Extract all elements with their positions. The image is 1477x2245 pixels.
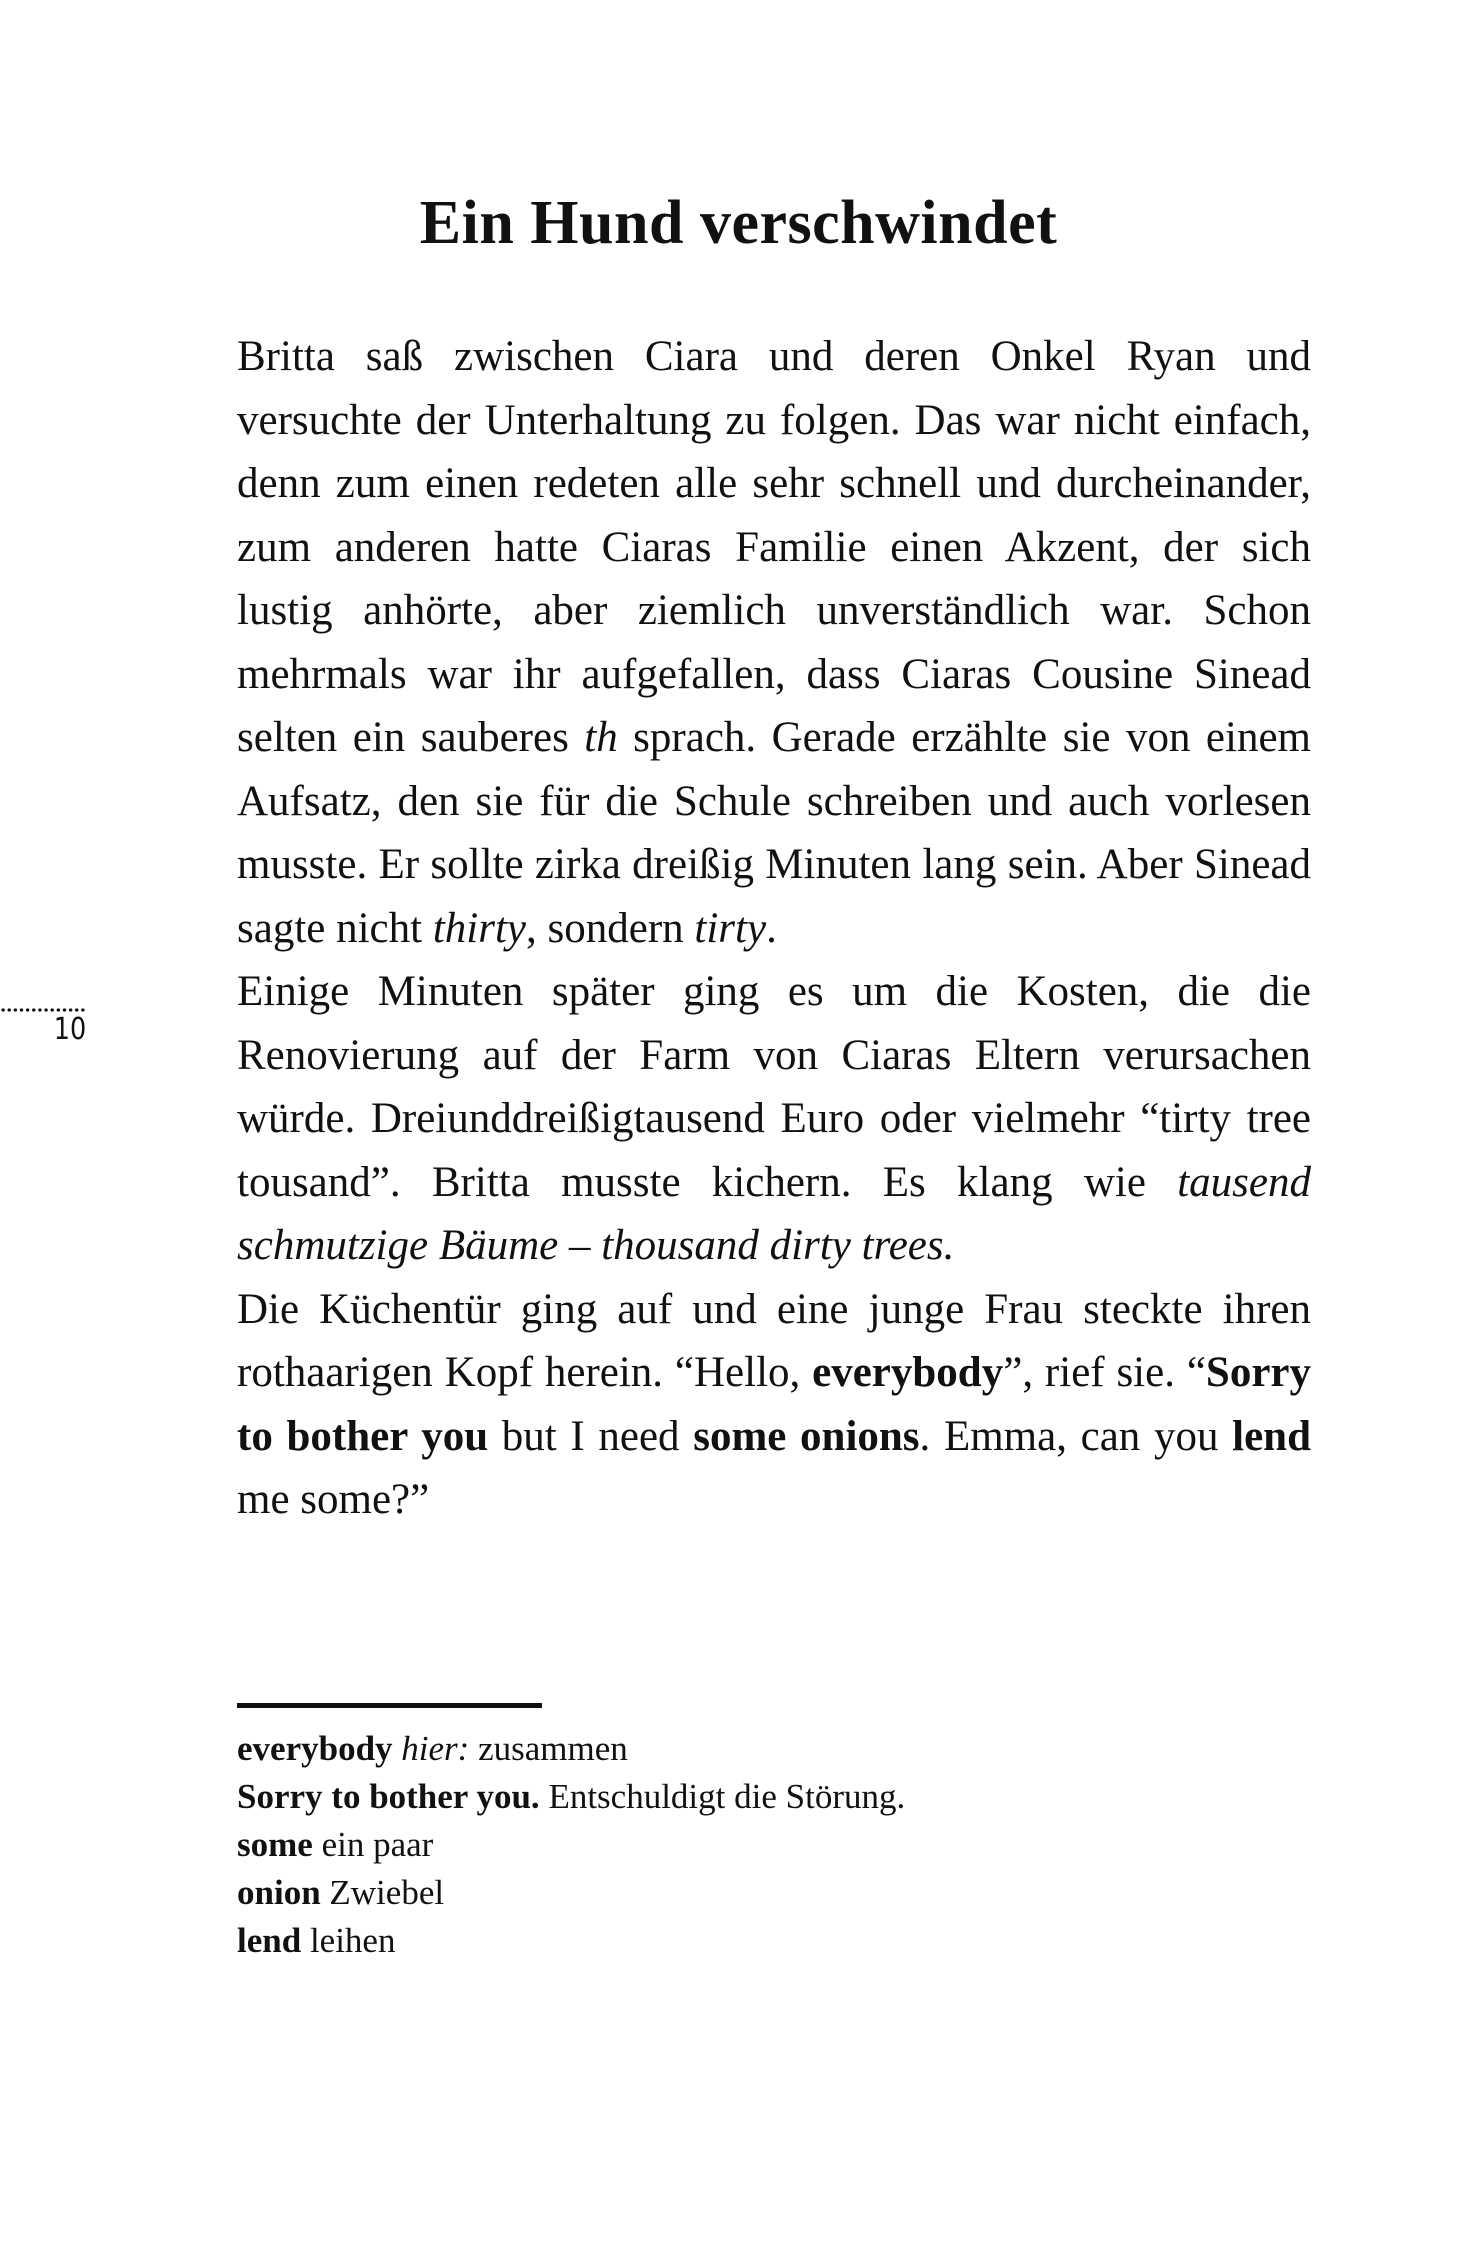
glossary-term: everybody [237,1729,393,1768]
glossary-term: some [237,1825,313,1864]
text-run: . [766,904,777,952]
vocab-highlight: everybody [812,1349,1004,1396]
italic-phrase: tausend schmutzige Bäume – thousand dirty trees. [237,1158,1311,1269]
glossary-definition: Entschuldigt die Störung. [548,1777,906,1816]
footnote-divider [237,1703,542,1708]
text-run: , sondern [526,904,695,952]
italic-word: thirty [432,904,527,952]
glossary-entry [237,1869,1237,1917]
glossary-term: lend [237,1921,302,1960]
italic-word: th [584,714,618,761]
text-run: Einige Minuten später ging es um die Kosten, die die Renovierung auf der Farm von Ciaras Eltern verursachen würde. Dreiunddreißigtausend Euro oder vielmehr “tirty tree tousand”. Britta musste kichern. Es klang wie [237,968,1311,1206]
text-run: Die Küchentür ging auf und eine junge Frau steckte ihren rothaarigen Kopf herein. “Hello, [237,1285,1311,1396]
text-run: sprach. Gerade erzählte sie von einem Aufsatz, den sie für die Schule schreiben und auch vorlesen musste. Er sollte zirka dreißig Minuten lang sein. Aber Sinead sagte nicht [237,714,1311,952]
text-run: Britta saß zwischen Ciara und deren Onkel Ryan und versuchte der Unterhaltung zu folgen. Das war nicht einfach, denn zum einen redeten alle sehr schnell und durcheinander, zum anderen hatte Ciaras Familie einen Akzent, der sich lustig anhörte, aber ziemlich unverständlich war. Schon mehrmals war ihr aufgefallen, dass Ciaras Cousine Sinead selten ein sauberes [237,333,1311,761]
glossary-entry [237,1725,1237,1773]
chapter-title: Ein Hund verschwindet [419,189,1058,257]
glossary-definition: Zwiebel [329,1873,445,1912]
glossary-term: onion [237,1873,321,1912]
glossary-definition: zusammen [478,1729,628,1768]
glossary-entry [237,1821,1237,1869]
paragraph [237,960,1311,1278]
glossary-term: Sorry to bother you. [237,1777,540,1816]
glossary-definition: leihen [309,1921,396,1960]
page-number: 10 [53,1012,86,1047]
glossary-entry [237,1773,1237,1821]
text-run: me some?” [237,1476,430,1523]
paragraph [237,1278,1311,1532]
glossary-entry [237,1917,1237,1965]
vocab-highlight: lend [1232,1412,1312,1460]
glossary-definition: ein paar [321,1825,434,1864]
paragraph [237,325,1311,960]
vocab-highlight: Sorry to bother you [237,1349,1312,1460]
text-run: . Emma, can you [919,1412,1233,1460]
text-run: but I need [488,1412,694,1460]
italic-word: tirty [694,904,767,952]
glossary-note: hier: [401,1729,470,1768]
vocab-highlight: some onions [693,1412,920,1460]
page-marker [0,1008,86,1047]
text-run: ”, rief sie. “ [1003,1349,1206,1396]
body-text [237,325,1311,1532]
glossary [237,1725,1237,1965]
